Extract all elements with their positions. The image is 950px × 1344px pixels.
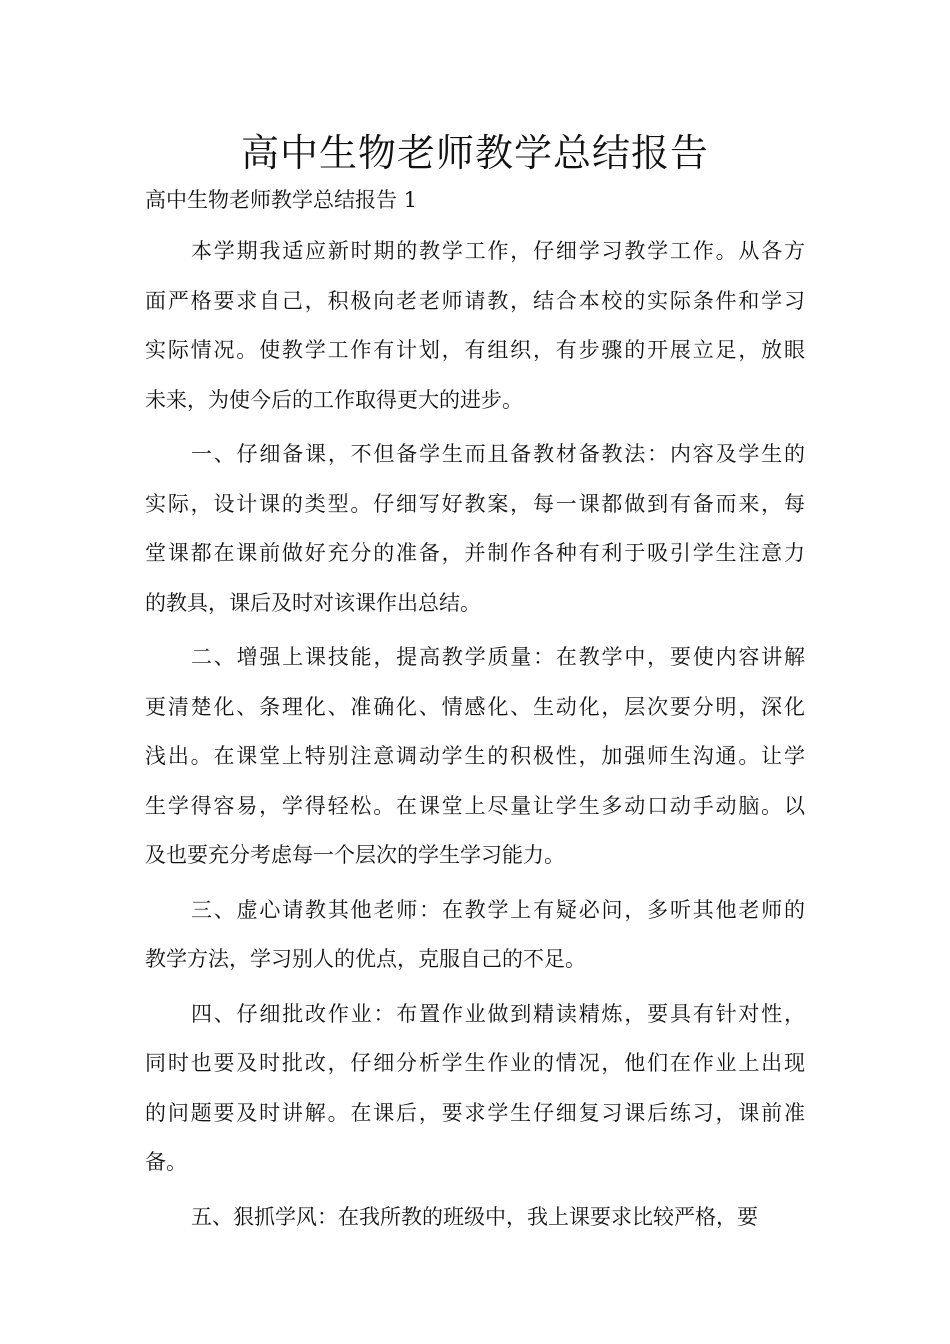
- paragraph-line: 及也要充分考虑每一个层次的学生学习能力。: [145, 843, 565, 867]
- document-subtitle: 高中生物老师教学总结报告 1: [145, 188, 418, 212]
- paragraph-line: 备。: [145, 1150, 187, 1174]
- paragraph-line: 更清楚化、条理化、准确化、情感化、生动化，层次要分明，深化: [145, 694, 805, 719]
- paragraph-line: 浅出。在课堂上特别注意调动学生的积极性，加强师生沟通。让学: [145, 744, 805, 768]
- paragraph-line: 实际，设计课的类型。仔细写好教案，每一课都做到有备而来，每: [145, 491, 805, 516]
- paragraph-line: 四、仔细批改作业：布置作业做到精读精炼，要具有针对性，: [191, 1001, 805, 1026]
- paragraph: [145, 990, 805, 1188]
- paragraph: [145, 430, 805, 628]
- paragraph-line: 同时也要及时批改，仔细分析学生作业的情况，他们在作业上出现: [145, 1051, 805, 1075]
- paragraph-line: 实际情况。使教学工作有计划，有组织，有步骤的开展立足，放眼: [145, 338, 805, 362]
- paragraph-line: 三、虚心请教其他老师：在教学上有疑必问，多听其他老师的: [191, 897, 805, 922]
- paragraph-line: 的问题要及时讲解。在课后，要求学生仔细复习课后练习，课前准: [145, 1100, 805, 1125]
- paragraph-line: 的教具，课后及时对该课作出总结。: [145, 590, 481, 615]
- paragraph: [145, 633, 805, 881]
- document-title: 高中生物老师教学总结报告: [240, 131, 709, 175]
- document-body: [145, 227, 805, 1247]
- paragraph-line: 二、增强上课技能，提高教学质量：在教学中，要使内容讲解: [191, 645, 805, 669]
- paragraph-line: 一、仔细备课，不但备学生而且备教材备教法：内容及学生的: [191, 442, 805, 466]
- paragraph-line: 教学方法，学习别人的优点，克服自己的不足。: [145, 947, 586, 971]
- paragraph: [145, 886, 805, 985]
- paragraph: [145, 227, 805, 425]
- paragraph-line: 五、狠抓学风：在我所教的班级中，我上课要求比较严格，要: [191, 1204, 758, 1229]
- paragraph: [145, 1193, 805, 1243]
- paragraph-line: 生学得容易，学得轻松。在课堂上尽量让学生多动口动手动脑。以: [145, 793, 805, 818]
- paragraph-line: 堂课都在课前做好充分的准备，并制作各种有利于吸引学生注意力: [145, 541, 805, 565]
- paragraph-line: 面严格要求自己，积极向老老师请教，结合本校的实际条件和学习: [145, 288, 805, 313]
- paragraph-line: 未来，为使今后的工作取得更大的进步。: [145, 387, 523, 412]
- paragraph-line: 本学期我适应新时期的教学工作，仔细学习教学工作。从各方: [191, 239, 805, 263]
